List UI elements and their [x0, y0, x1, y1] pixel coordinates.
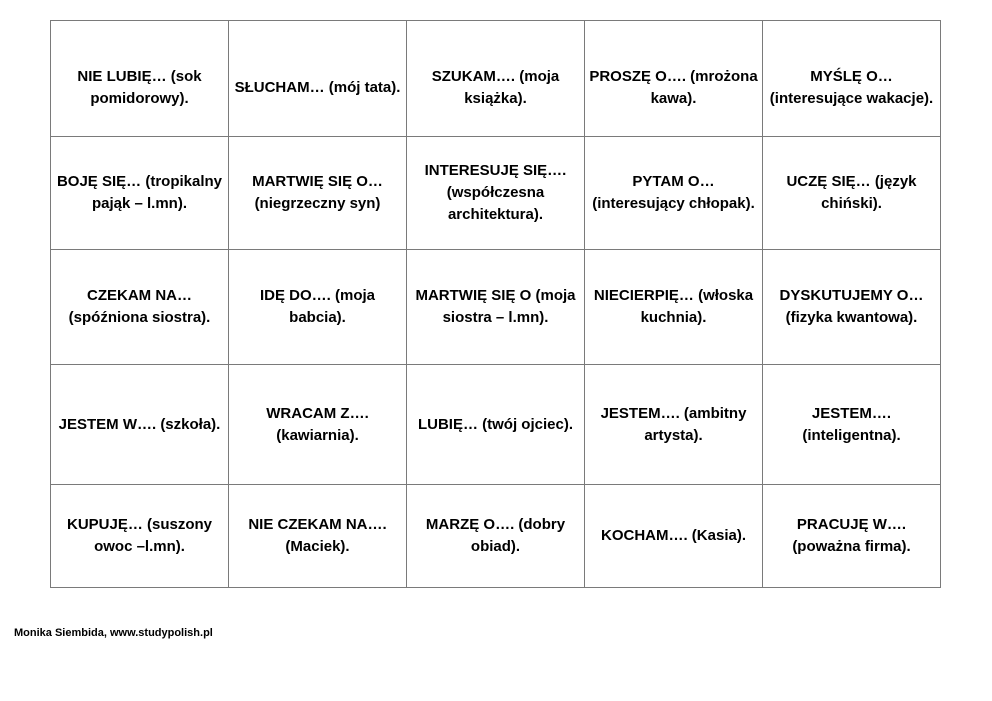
grid-row	[51, 250, 941, 365]
cell-text: JESTEM…. (inteligentna).	[802, 404, 901, 444]
grid-cell	[585, 365, 763, 485]
cell-text: KOCHAM…. (Kasia).	[600, 527, 746, 544]
grid-cell	[763, 365, 941, 485]
cell-text: PROSZĘ O…. (mrożona kawa).	[589, 67, 758, 107]
grid-cell	[407, 485, 585, 588]
cell-text: MARTWIĘ SIĘ O (moja siostra – l.mn).	[415, 287, 576, 326]
cell-text: SZUKAM…. (moja książka).	[431, 67, 560, 107]
cell-text: CZEKAM NA… (spóźniona siostra).	[68, 287, 211, 326]
grid-cell	[763, 21, 941, 137]
cell-text: NIECIERPIĘ… (włoska kuchnia).	[593, 287, 754, 326]
cell-text: IDĘ DO…. (moja babcia).	[259, 287, 375, 326]
grid-cell	[51, 21, 229, 137]
cell-text: PYTAM O… (interesujący chłopak).	[592, 173, 755, 212]
grid-cell	[51, 137, 229, 250]
grid-cell	[763, 250, 941, 365]
cell-text: JESTEM…. (ambitny artysta).	[600, 404, 747, 444]
grid-cell	[229, 365, 407, 485]
grid-cell	[229, 137, 407, 250]
cell-text: MARZĘ O…. (dobry obiad).	[425, 516, 566, 555]
grid-cell	[763, 485, 941, 588]
grid-row	[51, 21, 941, 137]
cell-text: BOJĘ SIĘ… (tropikalny pająk – l.mn).	[56, 173, 223, 212]
cell-text: MYŚLĘ O… (interesujące wakacje).	[769, 67, 934, 107]
grid-cell	[229, 21, 407, 137]
grid-cell	[51, 485, 229, 588]
grid-cell	[407, 137, 585, 250]
cell-text: SŁUCHAM… (mój tata).	[234, 78, 401, 96]
grid-cell	[585, 21, 763, 137]
grid-cell	[407, 21, 585, 137]
footer-credit: Monika Siembida, www.studypolish.pl	[14, 627, 213, 639]
grid-cell	[51, 365, 229, 485]
grid-cell	[229, 485, 407, 588]
cell-text: NIE CZEKAM NA…. (Maciek).	[248, 516, 387, 555]
cell-text: DYSKUTUJEMY O… (fizyka kwantowa).	[779, 287, 924, 326]
grid-cell	[229, 250, 407, 365]
grid-cell	[585, 485, 763, 588]
cell-text: JESTEM W…. (szkoła).	[58, 415, 221, 433]
cell-text: UCZĘ SIĘ… (język chiński).	[786, 173, 917, 212]
grid-row	[51, 137, 941, 250]
grid-cell	[51, 250, 229, 365]
grid-cell	[585, 250, 763, 365]
exercise-grid	[50, 20, 941, 588]
grid-cell	[407, 365, 585, 485]
cell-text: MARTWIĘ SIĘ O… (niegrzeczny syn)	[252, 173, 383, 212]
cell-text: WRACAM Z…. (kawiarnia).	[266, 404, 369, 444]
cell-text: LUBIĘ… (twój ojciec).	[417, 415, 573, 433]
grid-cell	[763, 137, 941, 250]
grid-row	[51, 365, 941, 485]
grid-cell	[407, 250, 585, 365]
grid-row	[51, 485, 941, 588]
grid-cell	[585, 137, 763, 250]
cell-text: PRACUJĘ W…. (poważna firma).	[792, 516, 911, 555]
cell-text: KUPUJĘ… (suszony owoc –l.mn).	[66, 516, 213, 555]
cell-text: NIE LUBIĘ… (sok pomidorowy).	[77, 67, 202, 107]
cell-text: INTERESUJĘ SIĘ…. (współczesna architektura).	[424, 162, 567, 223]
